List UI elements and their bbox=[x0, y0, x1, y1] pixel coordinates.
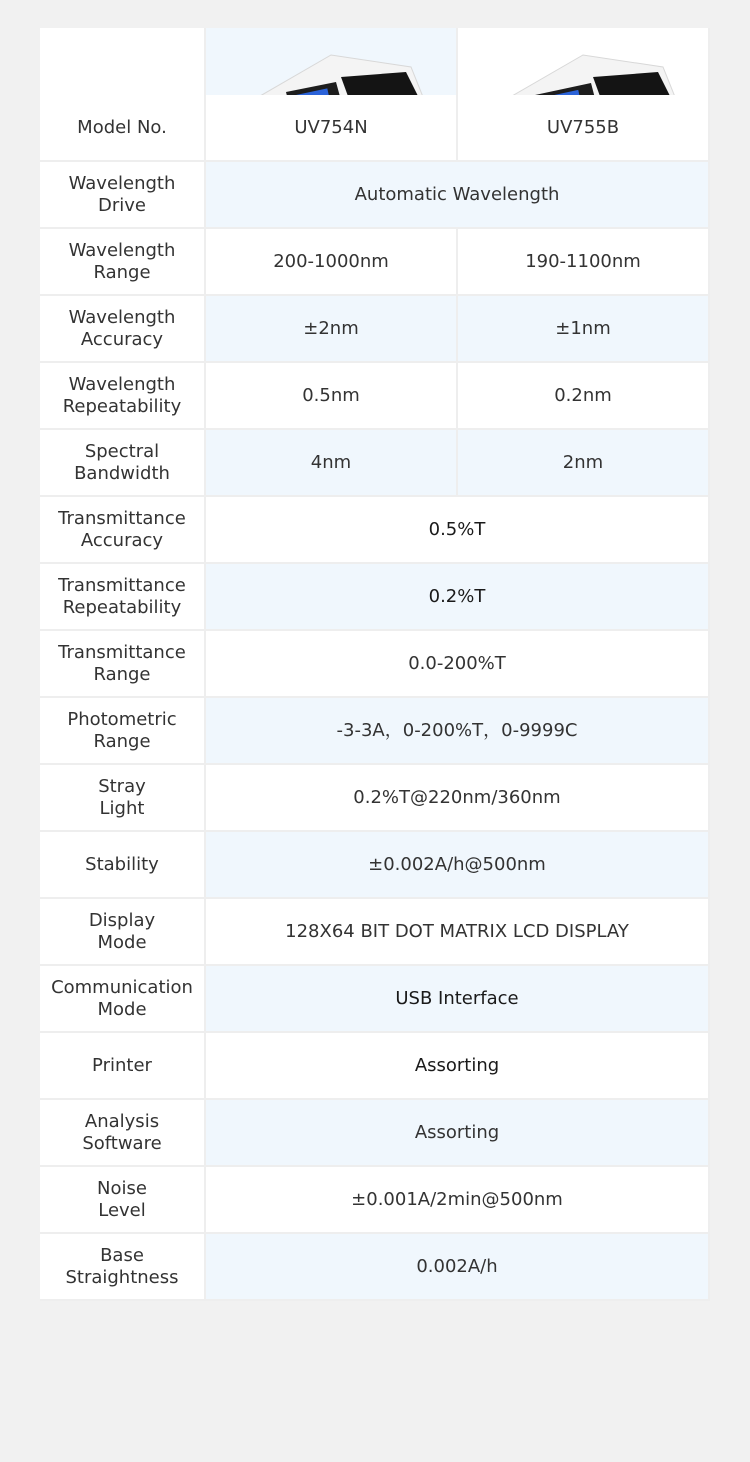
row-label-straightness: Base Straightness bbox=[40, 1234, 206, 1301]
repeatability-uv754n: 0.5nm bbox=[206, 363, 458, 430]
accuracy-uv755b: ±1nm bbox=[458, 296, 710, 363]
accuracy-uv754n: ±2nm bbox=[206, 296, 458, 363]
row-label-printer: Printer bbox=[40, 1033, 206, 1100]
row-label-noise: Noise Level bbox=[40, 1167, 206, 1234]
t-accuracy-value: 0.5%T bbox=[206, 497, 710, 564]
t-repeatability-value: 0.2%T bbox=[206, 564, 710, 631]
bandwidth-uv755b: 2nm bbox=[458, 430, 710, 497]
printer-value: Assorting bbox=[206, 1033, 710, 1100]
stray-value: 0.2%T@220nm/360nm bbox=[206, 765, 710, 832]
spec-table bbox=[40, 28, 710, 1301]
repeatability-uv755b: 0.2nm bbox=[458, 363, 710, 430]
t-range-value: 0.0-200%T bbox=[206, 631, 710, 698]
row-label-communication: Communication Mode bbox=[40, 966, 206, 1033]
bandwidth-uv754n: 4nm bbox=[206, 430, 458, 497]
row-label-range: Wavelength Range bbox=[40, 229, 206, 296]
stability-value: ±0.002A/h@500nm bbox=[206, 832, 710, 899]
range-uv755b: 190-1100nm bbox=[458, 229, 710, 296]
row-label-stability: Stability bbox=[40, 832, 206, 899]
row-label-drive: Wavelength Drive bbox=[40, 162, 206, 229]
row-label-bandwidth: Spectral Bandwidth bbox=[40, 430, 206, 497]
row-label-repeatability: Wavelength Repeatability bbox=[40, 363, 206, 430]
row-label-software: Analysis Software bbox=[40, 1100, 206, 1167]
display-value: 128X64 BIT DOT MATRIX LCD DISPLAY bbox=[206, 899, 710, 966]
row-label-t-accuracy: Transmittance Accuracy bbox=[40, 497, 206, 564]
row-label-model: Model No. bbox=[40, 95, 206, 162]
communication-value: USB Interface bbox=[206, 966, 710, 1033]
model-uv755b: UV755B bbox=[458, 95, 710, 162]
software-value: Assorting bbox=[206, 1100, 710, 1167]
model-uv754n: UV754N bbox=[206, 95, 458, 162]
row-label-stray: Stray Light bbox=[40, 765, 206, 832]
row-label-t-range: Transmittance Range bbox=[40, 631, 206, 698]
noise-value: ±0.001A/2min@500nm bbox=[206, 1167, 710, 1234]
straightness-value: 0.002A/h bbox=[206, 1234, 710, 1301]
drive-value: Automatic Wavelength bbox=[206, 162, 710, 229]
row-label-t-repeatability: Transmittance Repeatability bbox=[40, 564, 206, 631]
photometric-value: -3-3A，0-200%T，0-9999C bbox=[206, 698, 710, 765]
row-label-accuracy: Wavelength Accuracy bbox=[40, 296, 206, 363]
row-label-photometric: Photometric Range bbox=[40, 698, 206, 765]
row-label-display: Display Mode bbox=[40, 899, 206, 966]
range-uv754n: 200-1000nm bbox=[206, 229, 458, 296]
